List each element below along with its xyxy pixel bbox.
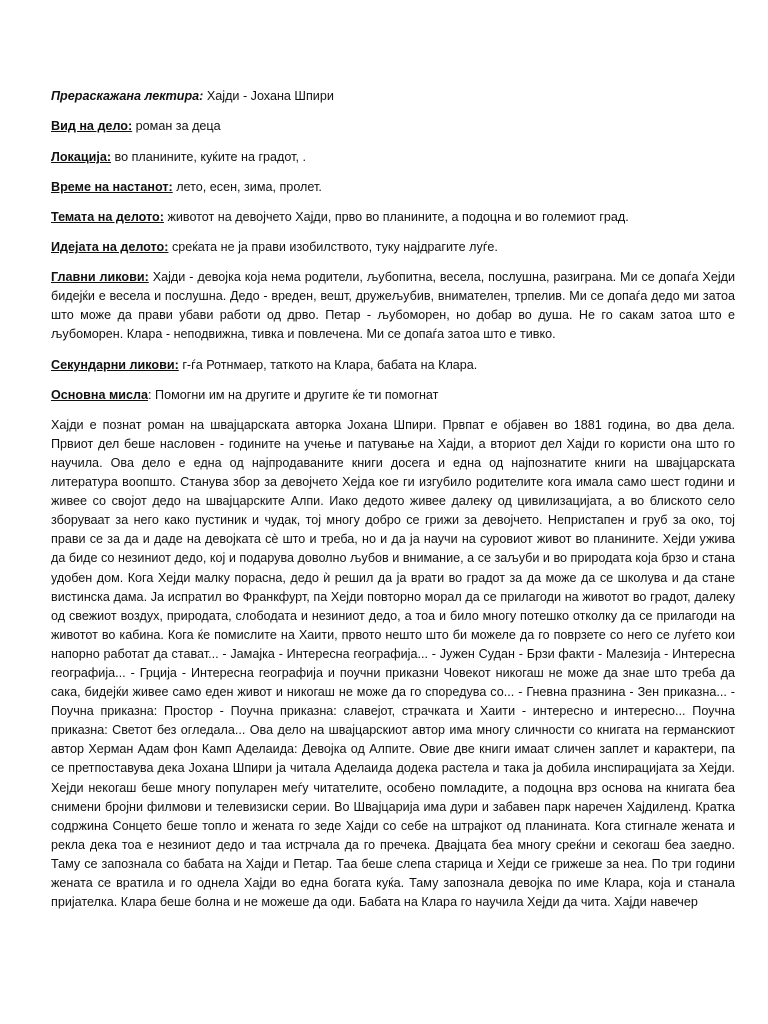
vreme-label: Време на настанот:	[51, 179, 173, 194]
title-label: Прераскажана лектира:	[51, 89, 204, 103]
field-glavni	[51, 268, 735, 344]
sekundarni-label: Секундарни ликови:	[51, 358, 179, 373]
field-vid	[51, 116, 735, 136]
tema-value: животот на девојчето Хајди, прво во планините, а подоцна и во големиот град.	[167, 210, 629, 225]
field-vreme	[51, 177, 735, 197]
vid-label: Вид на дело:	[51, 119, 133, 134]
sekundarni-value: г-ѓа Ротнмаер, таткото на Клара, бабата на Клара.	[182, 358, 478, 373]
title-value: Хајди - Јохана Шпири	[206, 89, 334, 103]
misla-value: : Помогни им на другите и другите ќе ти помогнат	[148, 388, 439, 403]
misla-label: Основна мисла	[51, 388, 149, 403]
body-paragraph: Хајди е познат роман на швајцарската авторка Јохана Шпири. Првпат е објавен во 1881 година, во два дела. Првиот дел беше насловен - годините на учење и патување на Хајди, а вториот дел Хајди го користи она што го научила. Ова дело е една од најпродаваните книги досега и една од најпознатите книги на швајцарската литература воопшто. Станува збор за девојчето Хејда кое ги изгубило родителите кога имала само шест години и живее со својот дедо на швајцарските Алпи. Иако дедото живее далеку од цивилизацијата, а во блиското село зборуваат за него како пустиник и чудак, тој многу добро се грижи за девојчето. Непристапен и груб за око, тој прави се за да и даде на девојката сè што и треба, но и да ја научи на суровиот живот во планините. Хејди ужива да биде со незиниот дедо, кој и подарува доволно љубов и внимание, а се заљуби и во природата која брзо и стана удобен дом. Кога Хејди малку порасна, дедо ѝ решил да ја врати во градот за да може да се школува и да стане вистинска дама. Ја испратил во Франкфурт, па Хејди повторно морал да се прилагоди на животот во градот, далеку од свежиот воздух, природата, слободата и незиниот дедо, а тоа и било многу потешко отколку да се прилагоди на животот во кабина. Кога ќе помислите на Хаити, првото нешто што би можеле да го поврзете со него се луѓето кои напорно работат да стават... - Јамајка - Интересна географија... - Јужен Судан - Брзи факти - Малезија - Интересна географија... - Грција - Интересна географија и поучни приказни Човекот никогаш не може да знае што треба да сака, бидејќи живее само еден живот и никогаш не може да го споредува со... - Гневна празнина - Зен приказна... - Поучна приказна: Простор - Поучна приказна: славејот, страчката и Хаити - интересно и интересно... Поучна приказна: Светот без огледала... Ова дело на швајцарскиот автор има многу сличности со книгата на германскиот автор Херман Адам фон Камп Аделаида: Девојка од Алпите. Овие две книги имаат сличен заплет и карактери, па се претпоставува дека Јохана Шпири ја читала Аделаида додека растела и така ја добила инспирацијата за Хејди. Хејди некогаш беше многу популарен меѓу читателите, особено помладите, а подоцна врз основа на книгата беа снимени бројни филмови и телевизиски серии. Во Швајцарија има дури и забавен парк наречен Хајдиленд. Кратка содржина Сонцето беше топло и жената го зеде Хајди со себе на штрајкот од планината. Кога стигнале жената и рекла дека тоа е незиниот дедо и таа истрчала да го пречека. Двајцата беа многу среќни и секогаш беа заедно. Таму се запознала со бабата на Хајди и Петар. Таа беше слепа старица и Хејди се грижеше за неа. По три години жената се вратила и го однела Хајди во една богата куќа. Таму запознала девојка по име Клара, која и станала пријателка. Клара беше болна и не можеше да оди. Бабата на Клара го научила Хејди да чита. Хајди навечер	[51, 417, 735, 910]
lokacija-value: во планините, куќите на градот, .	[114, 149, 306, 164]
ideja-value: среќата не ја прави изобилството, туку најдрагите луѓе.	[171, 240, 498, 255]
vid-value: роман за деца	[135, 119, 221, 134]
vreme-value: лето, есен, зима, пролет.	[176, 179, 322, 194]
field-misla	[51, 385, 735, 405]
field-lokacija	[51, 147, 735, 167]
ideja-label: Идејата на делото:	[51, 240, 169, 255]
glavni-label: Главни ликови:	[51, 269, 149, 284]
field-ideja	[51, 237, 735, 257]
lokacija-label: Локација:	[51, 149, 112, 164]
field-tema	[51, 207, 735, 227]
glavni-value: Хајди - девојка која нема родители, љубопитна, весела, послушна, разиграна. Ми се допаѓа Хејди бидејќи е весела и послушна. Дедо - вреден, вешт, дружељубив, внимателен, трпелив. Ми се допаѓа дедо ми затоа што може да прави убави работи од дрво. Петар - љубоморен, но добар во душа. Не го сакам затоа што е љубоморен. Клара - неподвижна, тивка и повлечена. Ми се допаѓа затоа што е тивко.	[51, 269, 736, 342]
document-page	[51, 86, 735, 923]
field-sekundarni	[51, 355, 735, 375]
tema-label: Темата на делото:	[51, 210, 164, 225]
title-line	[51, 86, 735, 106]
